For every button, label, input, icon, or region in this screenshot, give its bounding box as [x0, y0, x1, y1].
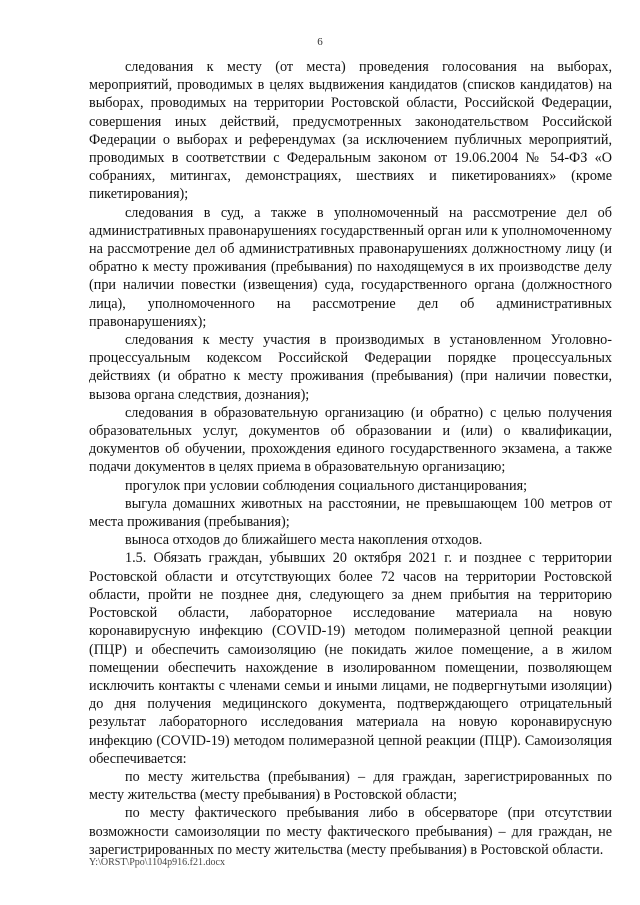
paragraph-walks: прогулок при условии соблюдения социального дистанцирования; — [125, 477, 528, 494]
paragraph-self-isolation-residence: по месту жительства (пребывания) – для граждан, зарегистрированных по месту жительства (месту пребывания) в Ростовской области; — [89, 768, 612, 804]
paragraph-waste-disposal: выноса отходов до ближайшего места накопления отходов. — [125, 532, 483, 549]
document-body — [89, 58, 612, 859]
paragraph-travel-education: следования в образовательную организацию (и обратно) с целью получения образовательных услуг, документов об образовании и (или) о квалификации, документов об обучении, прохождения единого государственного экзамена, а также подачи документов в целях приема в образовательную организацию; — [89, 404, 612, 476]
footer-file-path: Y:\ORST\Ppo\1104p916.f21.docx — [89, 857, 225, 868]
paragraph-self-isolation-observation: по месту фактического пребывания либо в обсерваторе (при отсутствии возможности самоизоляции по месту фактического пребывания) – для граждан, не зарегистрированных по месту жительства (месту пребывания) в Ростовской области. — [89, 805, 612, 858]
paragraph-travel-criminal-procedure: следования к месту участия в производимых в установленном Уголовно-процессуальным кодексом Российской Федерации порядке процессуальных действиях (и обратно к месту проживания (пребывания) (при наличии повестки, вызова органа следствия, дознания); — [89, 332, 612, 403]
paragraph-section-1-5: 1.5. Обязать граждан, убывших 20 октября 2021 г. и позднее с территории Ростовской области и отсутствующих более 72 часов на территории Ростовской области, пройти не позднее дня, следующего за днем прибытия на территорию Ростовской области, лабораторное исследование материала на новую коронавирусную инфекцию (COVID-19) методом полимеразной цепной реакции (ПЦР) и обеспечить самоизоляцию (не покидать жилое помещение, а в жилом помещении обеспечить нахождение в изолированном помещении, позволяющем исключить контакты с членами семьи и иными лицами, не подвергнутыми изоляции) до дня получения медицинского документа, подтверждающего отрицательный результат лабораторного исследования материала на новую коронавирусную инфекцию (COVID-19) методом полимеразной цепной реакции (ПЦР). Самоизоляция обеспечивается: — [89, 550, 612, 767]
paragraph-pet-walking: выгула домашних животных на расстоянии, не превышающем 100 метров от места проживания (пребывания); — [89, 495, 612, 531]
paragraph-travel-voting: следования к месту (от места) проведения голосования на выборах, мероприятий, проводимых в целях выдвижения кандидатов (списков кандидатов) на выборах, проводимых на территории Ростовской области, Российской Федерации, совершения иных действий, предусмотренных законодательством Российской Федерации о выборах и референдумах (за исключением публичных мероприятий, проводимых в соответствии с Федеральным законом от 19.06.2004 № 54-ФЗ «О собраниях, митингах, демонстрациях, шествиях и пикетированиях» (кроме пикетирования); — [89, 59, 612, 203]
page-number: 6 — [317, 36, 323, 48]
paragraph-travel-court: следования в суд, а также в уполномоченный на рассмотрение дел об административных правонарушениях государственный орган или к уполномоченному на рассмотрение дел об административных правонарушениях должностному лицу (и обратно к месту проживания (пребывания) по находящемуся в их производстве делу (при наличии повестки (извещения) суда, государственного органа (должностного лица), уполномоченного на рассмотрение дел об административных правонарушениях); — [89, 204, 612, 330]
